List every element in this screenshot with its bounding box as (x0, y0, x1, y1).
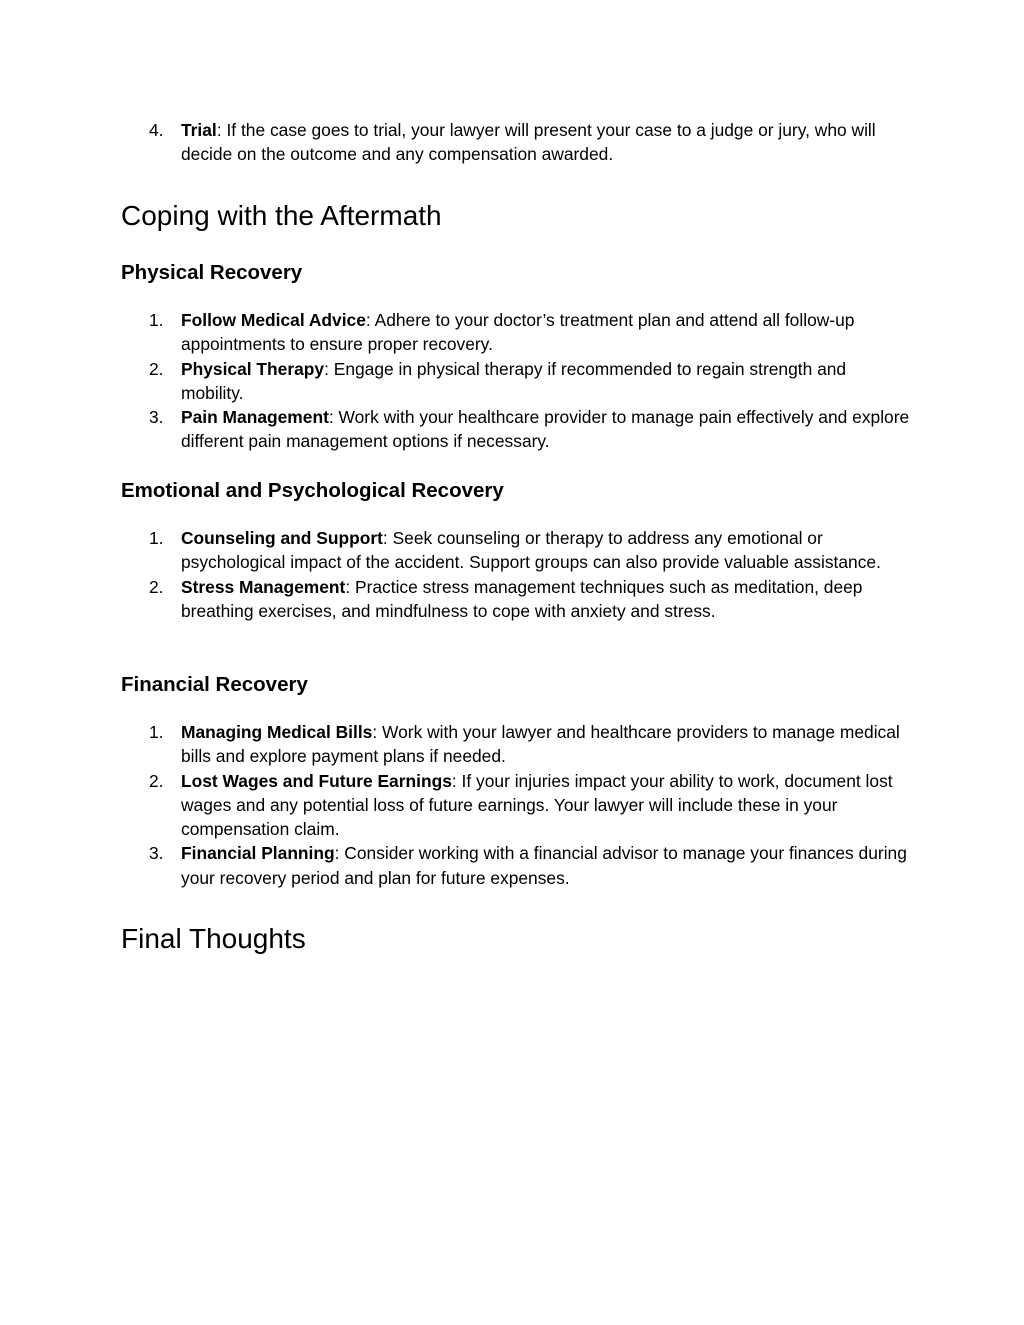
list-item-text: : If your injuries impact your ability to work, document lost wages and any potential loss of future earnings. Your lawyer will include these in your compensation claim. (181, 770, 893, 840)
list-item (121, 769, 911, 842)
list-item-text: : Consider working with a financial advisor to manage your finances during your recovery period and plan for future expenses. (181, 843, 907, 888)
subheading-financial-recovery: Financial Recovery (121, 673, 308, 696)
list-item-term: Managing Medical Bills (181, 722, 373, 742)
list-item-text: : Work with your lawyer and healthcare providers to manage medical bills and explore payment plans if needed. (181, 722, 900, 767)
list-item-text: : Engage in physical therapy if recommended to regain strength and mobility. (181, 358, 847, 403)
financial-recovery-list (121, 720, 911, 890)
list-item-text: : Work with your healthcare provider to manage pain effectively and explore different pain management options if necessary. (181, 407, 910, 452)
list-item-text: : Adhere to your doctor’s treatment plan and attend all follow-up appointments to ensure proper recovery. (181, 310, 855, 355)
list-number: 2. (149, 770, 164, 791)
list-item (121, 575, 911, 624)
list-number: 3. (149, 843, 164, 864)
list-item (121, 118, 911, 167)
list-item-text: : Seek counseling or therapy to address any emotional or psychological impact of the accident. Support groups can also provide valuable assistance. (181, 528, 881, 573)
list-item-term: Trial (181, 120, 217, 140)
physical-recovery-list (121, 308, 911, 454)
list-item-text: : Practice stress management techniques such as meditation, deep breathing exercises, and mindfulness to cope with anxiety and stress. (181, 576, 863, 621)
subheading-physical-recovery: Physical Recovery (121, 261, 303, 284)
list-item-term: Stress Management (181, 576, 346, 597)
list-item (121, 720, 911, 769)
list-item (121, 405, 911, 454)
subheading-emotional-recovery: Emotional and Psychological Recovery (121, 479, 504, 502)
list-item-term: Counseling and Support (181, 528, 383, 548)
list-item-term: Pain Management (181, 407, 329, 428)
list-item-term: Financial Planning (181, 843, 335, 864)
list-item (121, 841, 911, 890)
section-heading-final-thoughts: Final Thoughts (121, 923, 306, 954)
list-item-term: Follow Medical Advice (181, 310, 366, 330)
emotional-recovery-list (121, 526, 911, 623)
list-number: 1. (149, 310, 164, 330)
list-item-term: Physical Therapy (181, 358, 325, 379)
list-number: 1. (149, 528, 164, 548)
list-item (121, 357, 911, 406)
list-number: 2. (149, 576, 164, 597)
list-number: 3. (149, 407, 164, 428)
list-item (121, 526, 911, 575)
list-number: 2. (149, 358, 164, 379)
list-item (121, 308, 911, 357)
list-item-text: : If the case goes to trial, your lawyer will present your case to a judge or jury, who will decide on the outcome and any compensation awarded. (181, 120, 876, 165)
list-number: 4. (149, 120, 164, 140)
list-item-term: Lost Wages and Future Earnings (181, 770, 452, 791)
list-number: 1. (149, 722, 164, 742)
section-heading-coping: Coping with the Aftermath (121, 200, 442, 231)
trial-list (121, 118, 911, 167)
